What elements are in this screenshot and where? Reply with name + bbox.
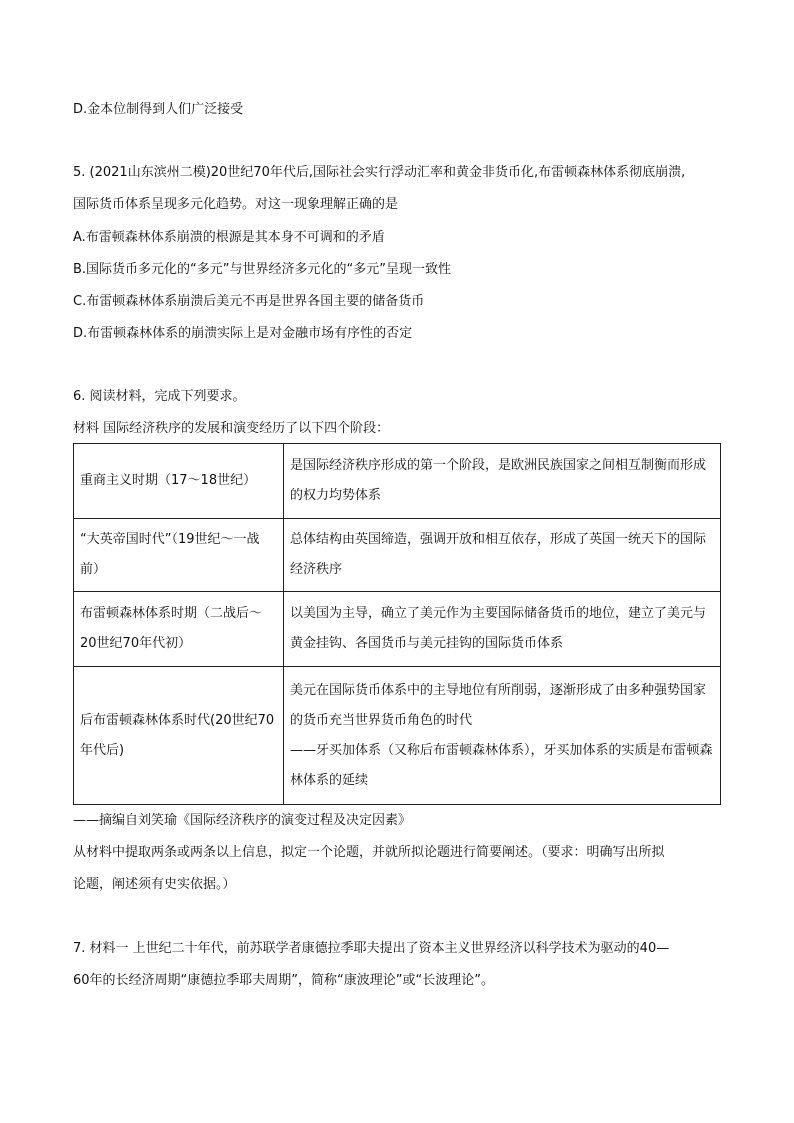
description-cell bbox=[284, 667, 721, 805]
material-source: ——摘编自刘笑瑜《国际经济秩序的演变过程及决定因素》 bbox=[73, 813, 412, 828]
q5-option-d: D.布雷顿森林体系的崩溃实际上是对金融市场有序性的否定 bbox=[73, 326, 413, 341]
description-text: 美元在国际货币体系中的主导地位有所削弱，逐渐形成了由多种强势国家的货币充当世界货币角色的时代 bbox=[290, 682, 707, 728]
q6-material-intro: 材料 国际经济秩序的发展和演变经历了以下四个阶段： bbox=[73, 421, 390, 436]
q5-option-c: C.布雷顿森林体系崩溃后美元不再是世界各国主要的储备货币 bbox=[73, 294, 425, 309]
period-cell: 重商主义时期（17～18世纪） bbox=[74, 444, 284, 519]
q7-line-2: 60年的长经济周期“康德拉季耶夫周期”，简称“康波理论”或“长波理论”。 bbox=[73, 973, 494, 988]
q4-option-d: D.金本位制得到人们广泛接受 bbox=[73, 102, 244, 117]
table-row bbox=[74, 444, 721, 519]
period-cell: “大英帝国时代”（19世纪～一战前） bbox=[74, 519, 284, 592]
table-row bbox=[74, 519, 721, 592]
q6-task-line-1: 从材料中提取两条或两条以上信息，拟定一个论题，并就所拟论题进行简要阐述。（要求：明确写出所拟 bbox=[73, 845, 665, 860]
q7-line-1: 7. 材料一 上世纪二十年代，前苏联学者康德拉季耶夫提出了资本主义世界经济以科学技术为驱动的40— bbox=[73, 941, 670, 956]
period-cell: 布雷顿森林体系时期（二战后～20世纪70年代初） bbox=[74, 592, 284, 667]
material-table bbox=[73, 443, 721, 805]
q5-stem-line-2: 国际货币体系呈现多元化趋势。对这一现象理解正确的是 bbox=[73, 197, 399, 212]
description-note: ——牙买加体系（又称后布雷顿森林体系），牙买加体系的实质是布雷顿森林体系的延续 bbox=[290, 742, 713, 788]
q5-option-a: A.布雷顿森林体系崩溃的根源是其本身不可调和的矛盾 bbox=[73, 230, 385, 245]
description-cell: 是国际经济秩序形成的第一个阶段，是欧洲民族国家之间相互制衡而形成的权力均势体系 bbox=[284, 444, 721, 519]
description-cell: 总体结构由英国缔造，强调开放和相互依存，形成了英国一统天下的国际经济秩序 bbox=[284, 519, 721, 592]
table-row bbox=[74, 592, 721, 667]
q6-task-line-2: 论题，阐述须有史实依据。） bbox=[73, 877, 236, 892]
q6-stem: 6. 阅读材料，完成下列要求。 bbox=[73, 389, 246, 404]
q5-stem-line-1: 5. (2021山东滨州二模)20世纪70年代后,国际社会实行浮动汇率和黄金非货币化,布雷顿森林体系彻底崩溃, bbox=[73, 165, 686, 180]
period-cell: 后布雷顿森林体系时代(20世纪70年代后) bbox=[74, 667, 284, 805]
description-cell: 以美国为主导，确立了美元作为主要国际储备货币的地位，建立了美元与黄金挂钩、各国货币与美元挂钩的国际货币体系 bbox=[284, 592, 721, 667]
table-row bbox=[74, 667, 721, 805]
q5-option-b: B.国际货币多元化的“多元”与世界经济多元化的“多元”呈现一致性 bbox=[73, 262, 451, 277]
